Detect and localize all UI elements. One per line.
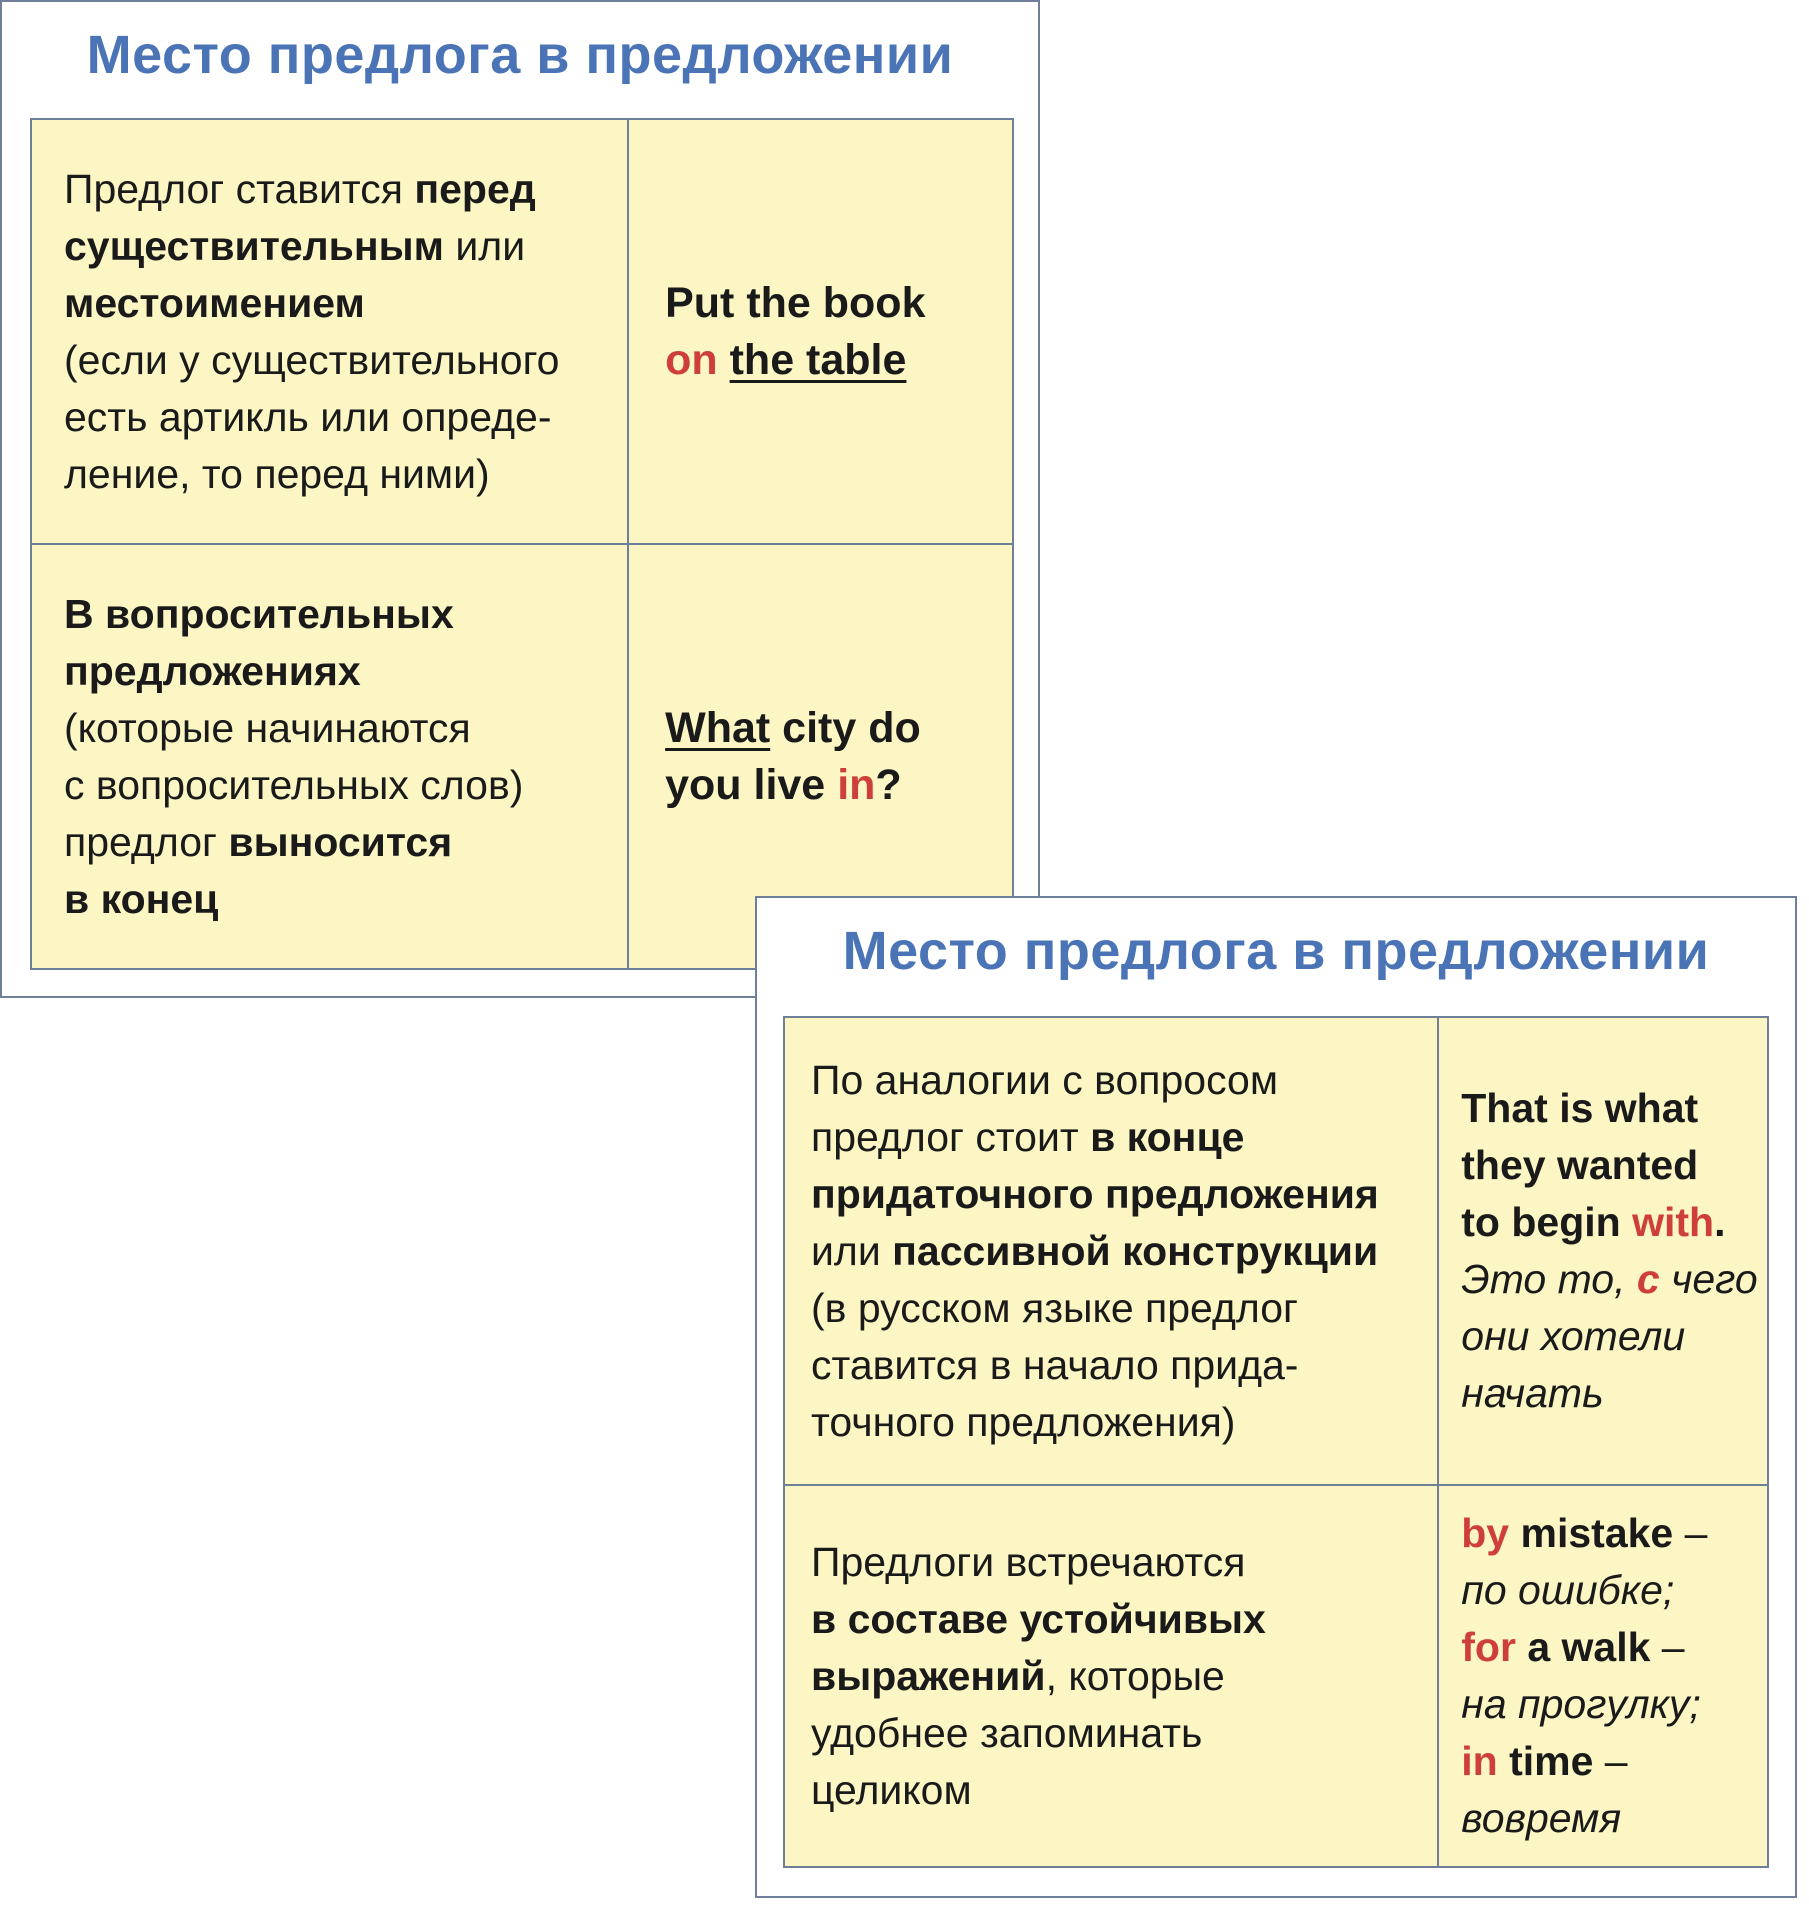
preposition-highlight: for: [1461, 1624, 1516, 1670]
plain-text: предлог: [64, 818, 229, 865]
text-line: [811, 1109, 1437, 1166]
text-line: [665, 757, 1012, 814]
text-line: [811, 1648, 1437, 1705]
bold-text: придаточного предложения: [811, 1170, 1379, 1217]
plain-text: you live: [665, 760, 838, 809]
plain-text: [718, 336, 730, 384]
rule-table: [783, 1016, 1769, 1868]
text-line: [64, 446, 627, 503]
bold-text: пассивной конструкции: [892, 1227, 1379, 1274]
text-line: [665, 700, 1012, 757]
translation-text: вовремя: [1461, 1795, 1622, 1841]
text-line: [64, 275, 627, 332]
plain-text: –: [1673, 1510, 1708, 1556]
bold-text: That is what: [1461, 1085, 1699, 1131]
plain-text: ?: [875, 760, 902, 809]
preposition-highlight: с: [1636, 1256, 1660, 1302]
bold-text: выражений: [811, 1652, 1046, 1699]
text-line: [811, 1534, 1437, 1591]
translation-text: начать: [1461, 1370, 1604, 1416]
text-line: [1461, 1562, 1767, 1619]
plain-text: –: [1593, 1738, 1628, 1784]
text-line: [811, 1280, 1437, 1337]
plain-text: city do: [770, 703, 921, 752]
text-line: [1461, 1733, 1767, 1790]
plain-text: , которые: [1045, 1652, 1225, 1699]
bold-text: they wanted: [1461, 1142, 1699, 1188]
rule-card-1: [0, 0, 1040, 998]
bold-text: существительным: [64, 222, 444, 269]
text-line: [1461, 1137, 1767, 1194]
table-row: [784, 1485, 1768, 1867]
card-title: Место предлога в предложении: [842, 921, 1710, 981]
text-line: [811, 1762, 1437, 1819]
plain-text: есть артикль или опреде-: [64, 393, 552, 440]
text-line: [1461, 1251, 1767, 1308]
text-line: [1461, 1308, 1767, 1365]
rule-cell: [31, 544, 628, 969]
text-line: [64, 389, 627, 446]
rule-cell: [784, 1017, 1438, 1485]
plain-text: (в русском языке предлог: [811, 1284, 1299, 1331]
text-line: [811, 1394, 1437, 1451]
bold-text: выносится: [228, 818, 453, 865]
table-row: [784, 1017, 1768, 1485]
text-line: [1461, 1676, 1767, 1733]
bold-text: mistake: [1509, 1510, 1674, 1556]
plain-text: (если у существительного: [64, 336, 560, 383]
bold-text: в конце: [1090, 1113, 1245, 1160]
bold-text: a walk: [1515, 1624, 1651, 1670]
bold-text: в конец: [64, 875, 219, 922]
translation-text: чего: [1659, 1256, 1758, 1302]
bold-text: в составе устойчивых: [811, 1595, 1266, 1642]
translation-text: на прогулку;: [1461, 1681, 1701, 1727]
text-line: [1461, 1365, 1767, 1422]
plain-text: Предлоги встречаются: [811, 1538, 1246, 1585]
bold-text: to begin: [1461, 1199, 1633, 1245]
text-line: [665, 332, 1012, 389]
plain-text: ление, то перед ними): [64, 450, 490, 497]
plain-text: с вопросительных слов): [64, 761, 524, 808]
bold-text: time: [1497, 1738, 1594, 1784]
plain-text: целиком: [811, 1766, 972, 1813]
plain-text: Предлог ставится: [64, 165, 415, 212]
example-cell: [1438, 1485, 1768, 1867]
text-line: [64, 161, 627, 218]
text-line: [665, 275, 1012, 332]
text-line: [811, 1223, 1437, 1280]
preposition-highlight: in: [1461, 1738, 1498, 1784]
text-line: [64, 757, 627, 814]
text-line: [811, 1337, 1437, 1394]
preposition-highlight: with: [1632, 1199, 1715, 1245]
plain-text: предлог стоит: [811, 1113, 1091, 1160]
text-line: [64, 218, 627, 275]
bold-text: .: [1714, 1199, 1726, 1245]
table-row: [31, 119, 1013, 544]
plain-text: или: [811, 1227, 893, 1274]
preposition-highlight: in: [837, 760, 876, 809]
card-title: Место предлога в предложении: [86, 25, 954, 85]
plain-text: По аналогии с вопросом: [811, 1056, 1279, 1103]
example-cell: [628, 119, 1013, 544]
plain-text: Put the book: [665, 278, 926, 327]
text-line: [811, 1166, 1437, 1223]
bold-text: перед: [414, 165, 536, 212]
text-line: [64, 814, 627, 871]
text-line: [64, 332, 627, 389]
rule-table: [30, 118, 1014, 970]
underlined-text: What: [665, 703, 771, 752]
text-line: [1461, 1619, 1767, 1676]
preposition-highlight: on: [665, 335, 718, 384]
text-line: [1461, 1790, 1767, 1847]
text-line: [64, 700, 627, 757]
text-line: [811, 1591, 1437, 1648]
underlined-text: the table: [729, 335, 907, 384]
text-line: [1461, 1505, 1767, 1562]
rule-cell: [31, 119, 628, 544]
text-line: [811, 1705, 1437, 1762]
rule-card-2: [755, 896, 1797, 1898]
plain-text: удобнее запоминать: [811, 1709, 1203, 1756]
plain-text: точного предложения): [811, 1398, 1236, 1445]
text-line: [64, 586, 627, 643]
plain-text: –: [1650, 1624, 1685, 1670]
text-line: [64, 643, 627, 700]
bold-text: В вопросительных: [64, 590, 454, 637]
example-cell: [1438, 1017, 1768, 1485]
plain-text: или: [444, 222, 526, 269]
translation-text: Это то,: [1461, 1256, 1637, 1302]
translation-text: они хотели: [1461, 1313, 1686, 1359]
text-line: [1461, 1194, 1767, 1251]
translation-text: по ошибке;: [1461, 1567, 1675, 1613]
text-line: [1461, 1080, 1767, 1137]
bold-text: предложениях: [64, 647, 361, 694]
preposition-highlight: by: [1461, 1510, 1510, 1556]
plain-text: ставится в начало прида-: [811, 1341, 1299, 1388]
bold-text: местоимением: [64, 279, 365, 326]
rule-cell: [784, 1485, 1438, 1867]
plain-text: (которые начинаются: [64, 704, 471, 751]
text-line: [64, 871, 627, 928]
text-line: [811, 1052, 1437, 1109]
